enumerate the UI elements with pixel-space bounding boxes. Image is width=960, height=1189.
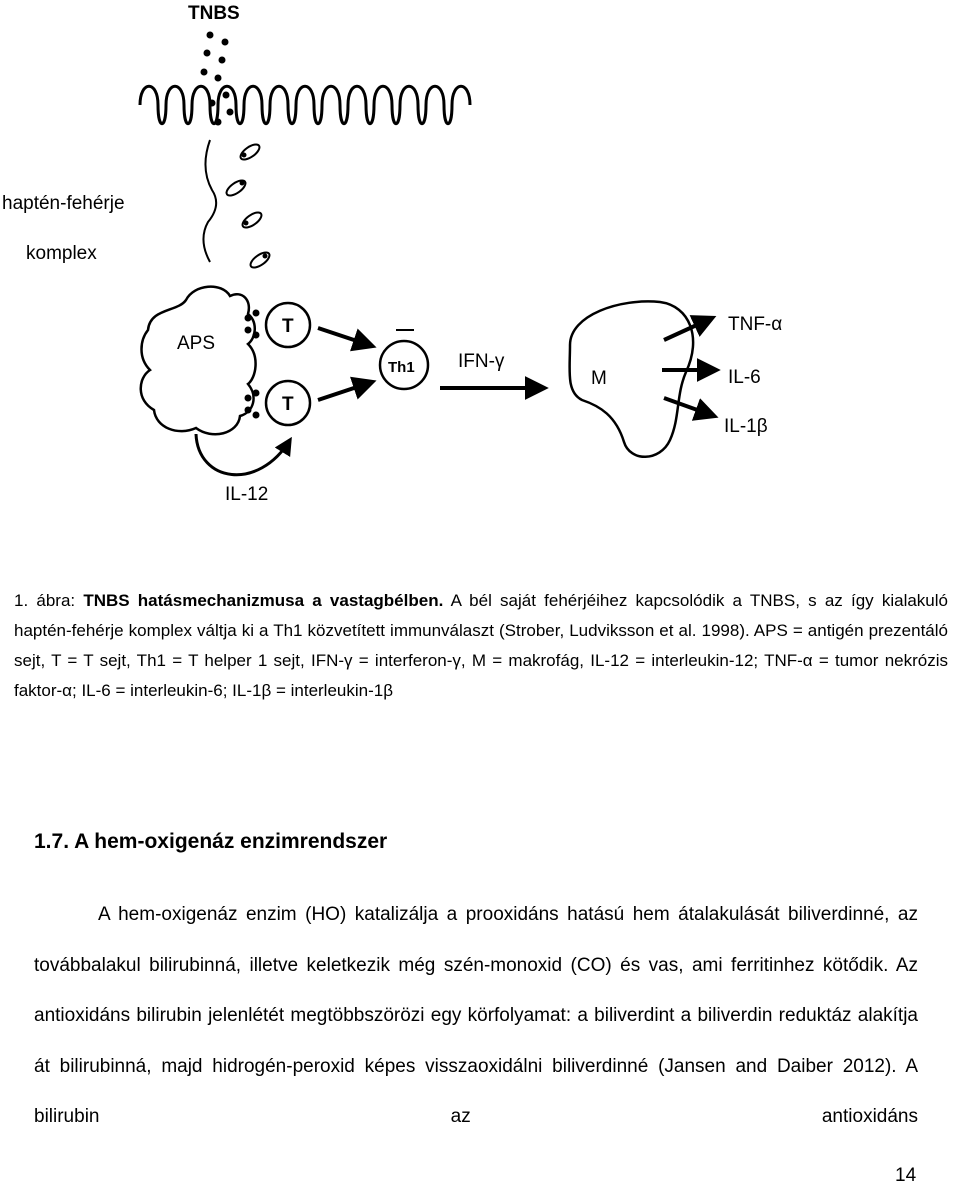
page-number: 14 bbox=[895, 1165, 917, 1186]
macrophage-cell bbox=[570, 301, 694, 456]
il12-feedback-arrow bbox=[196, 434, 290, 475]
arrow-t-to-th1-upper bbox=[318, 328, 372, 346]
hapten-protein-label-line2: komplex bbox=[26, 243, 97, 264]
body-paragraph bbox=[34, 890, 918, 1143]
il1b-label: IL-1β bbox=[724, 416, 768, 437]
body-paragraph-text: A hem-oxigenáz enzim (HO) katalizálja a prooxidáns hatású hem átalakulását biliverdinné, az továbbalakul bilirubinná, illetve keletkezik még szén-monoxid (CO) és vas, ami ferritinhez kötődik. Az antioxidáns bilirubin jelenlétét megtöbbszörözi egy körfolyamat: a biliverdint a biliverdin reduktáz alakítja át bilirubinná, majd hidrogén-peroxid képes visszaoxidálni biliverdinné (Jansen and Daiber 2012). A bilirubin az antioxidáns bbox=[34, 904, 918, 1127]
figure-title: TNBS hatásmechanizmusa a vastagbélben. bbox=[83, 591, 444, 610]
hapten-protein-complexes bbox=[224, 142, 272, 271]
tnf-alpha-label: TNF-α bbox=[728, 314, 783, 335]
hapten-protein-label-line1: haptén-fehérje bbox=[2, 193, 125, 214]
section-heading: 1.7. A hem-oxigenáz enzimrendszer bbox=[34, 830, 388, 853]
il6-label: IL-6 bbox=[728, 367, 761, 388]
aps-label: APS bbox=[177, 333, 216, 354]
tnbs-mechanism-figure bbox=[0, 0, 960, 520]
figure-caption-text: A bél saját fehérjéihez kapcsolódik a TNBS, s az így kialakuló haptén-fehérje komplex váltja ki a Th1 közvetített immunválaszt (Strober, Ludviksson et al. 1998). APS = antigén prezentáló sejt, T = T sejt, Th1 = T helper 1 sejt, IFN-γ = interferon-γ, M = makrofág, IL-12 = interleukin-12; TNF-α = tumor nekrózis faktor-α; IL-6 = interleukin-6; IL-1β = interleukin-1β bbox=[14, 591, 948, 700]
brace-icon bbox=[203, 140, 216, 262]
aps-cell bbox=[141, 287, 256, 435]
il12-label: IL-12 bbox=[225, 484, 269, 505]
t-cell-upper-label: T bbox=[282, 316, 294, 337]
macrophage-label: M bbox=[591, 368, 607, 389]
figure-caption bbox=[14, 586, 948, 706]
t-cell-lower-label: T bbox=[282, 394, 294, 415]
arrow-t-to-th1-lower bbox=[318, 382, 372, 400]
th1-label: Th1 bbox=[388, 359, 415, 376]
intestinal-epithelium bbox=[140, 86, 470, 124]
figure-number: 1. ábra: bbox=[14, 591, 76, 610]
ifn-gamma-label: IFN-γ bbox=[458, 351, 505, 372]
tnbs-label: TNBS bbox=[188, 3, 240, 24]
